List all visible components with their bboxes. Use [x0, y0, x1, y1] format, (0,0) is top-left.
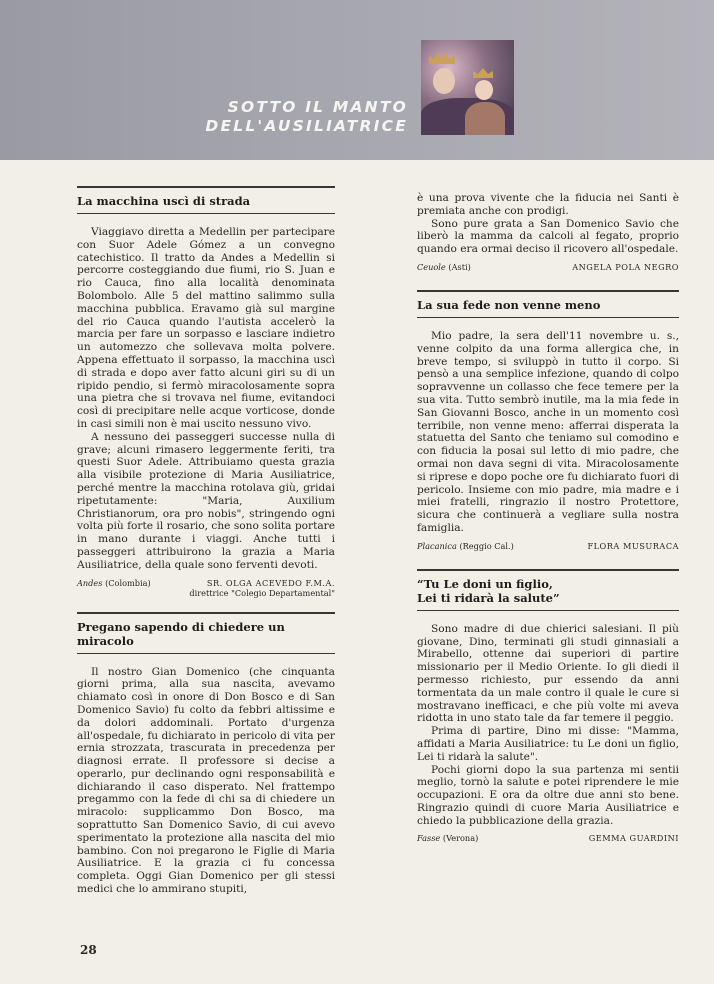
article-body [417, 623, 679, 828]
signature-place: Andes [77, 577, 103, 588]
article-signature [417, 833, 679, 843]
article-paragraph: Sono pure grata a San Domenico Savio che liberò la mamma da calcoli al fegato, proprio quando era ormai deciso il ricovero all'ospedale. [417, 217, 679, 256]
right-column [417, 192, 679, 843]
article-paragraph: A nessuno dei passeggeri successe nulla di grave; alcuni rimasero leggermente feriti, tra questi Suor Adele. Attribuiamo questa grazia alla visibile protezione di Maria Ausiliatrice, perché mentre la macchina rotolava giù, gridai ripetutamente: "Maria, Auxilium Christianorum, ora pro nobis", stringendo ogni volta più forte il rosario, che sono solita portare in mano durante i viaggi. Anche tutti i passeggeri attribuirono la grazia a Maria Ausiliatrice, della quale sono ferventi devoti. [77, 430, 335, 571]
signature-name: FLORA MUSURACA [587, 540, 679, 551]
signature-place-detail: (Verona) [442, 833, 479, 844]
signature-name: SR. OLGA ACEVEDO F.M.A. [206, 577, 335, 588]
article-paragraph: Sono madre di due chierici salesiani. Il più giovane, Dino, terminati gli studi ginnasiali a Mirabello, ottenne dai superiori di partire missionario per il Medio Oriente. Io gli diedi il permesso richiesto, pur essendo da anni tormentata da un male contro il quale le cure si mostravano inefficaci, e che più volte mi aveva ridotta in uno stato tale da far temere il peggio. [417, 622, 679, 725]
article-paragraph: Pochi giorni dopo la sua partenza mi sentii meglio, tornò la salute e potei riprendere le mie occupazioni. E ora da oltre due anni sto bene. Ringrazio quindi di cuore Maria Ausiliatrice e chiedo la pubblicazione della grazia. [417, 763, 679, 827]
article-title [417, 571, 679, 610]
article-title: La macchina uscì di strada [77, 194, 251, 208]
signature-place: Fasse [417, 833, 441, 844]
article-signature [417, 541, 679, 551]
article-paragraph: Prima di partire, Dino mi disse: "Mamma, affidati a Maria Ausiliatrice: tu Le doni un figlio, Lei ti ridarà la salute". [417, 725, 679, 763]
divider [77, 653, 335, 654]
page-number: 28 [80, 943, 97, 957]
article-title-line1: “Tu Le doni un figlio, [417, 576, 553, 591]
signature-place-detail: (Reggio Cal.) [459, 540, 514, 551]
signature-place: Placanica [417, 540, 457, 551]
divider [417, 317, 679, 318]
divider [417, 610, 679, 611]
section-title [205, 98, 408, 136]
header-banner [0, 0, 714, 160]
article-title: La sua fede non venne meno [417, 297, 601, 312]
article-signature [417, 262, 679, 272]
signature-place-detail: (Colombia) [105, 577, 151, 588]
signature-name: GEMMA GUARDINI [588, 833, 679, 844]
divider [77, 213, 335, 214]
article-body [417, 330, 679, 535]
section-title-line1: SOTTO IL MANTO [227, 98, 408, 116]
madonna-and-child-image [421, 40, 514, 135]
article-paragraph: Mio padre, la sera dell'11 novembre u. s., venne colpito da una forma allergica che, in breve tempo, si sviluppò in tutto il corpo. Si pensò a una semplice infezione, quando di colpo sopravvenne un collasso che fece temere per la sua vita. Tutto sembrò inutile, ma la mia fede in San Giovanni Bosco, anche in un momento così terribile, non venne meno: afferrai disperata la statuetta del Santo che teniamo sul comodino e con fiducia la posai sul letto di mio padre, che ormai non dava segni di vita. Miracolosamente si riprese e dopo poche ore fu dichiarato fuori di pericolo. Insieme con mio padre, mia madre e i miei fratelli, ringrazio il nostro Protettore, sicura che continuerà a vegliare sulla nostra famiglia. [417, 329, 679, 534]
section-title-line2: DELL'AUSILIATRICE [205, 117, 408, 135]
signature-place-detail: (Asti) [448, 261, 471, 272]
article-paragraph: Il nostro Gian Domenico (che cinquanta giorni prima, alla sua nascita, avevamo chiamato così in onore di Don Bosco e di San Domenico Savio) fu colto da febbri altissime e da dolori addominali. Portato d'urgenza all'ospedale, fu dichiarato in pericolo di vita per ernia strozzata, trascurata in precedenza per diagnosi errate. Il professore si decise a operarlo, pur declinando ogni responsabilità e dichiarando il caso disperato. Nel frattempo pregammo con la fede di chi sa di chiedere un miracolo: supplicammo Don Bosco, ma soprattutto San Domenico Savio, di cui avevo sperimentato la protezione alla nascita del mio bambino. Con noi pregarono le Figlie di Maria Ausiliatrice. E la grazia ci fu concessa completa. Oggi Gian Domenico per gli stessi medici che lo ammirano stupiti, [77, 665, 335, 896]
left-column [77, 186, 335, 896]
article-paragraph: è una prova vivente che la fiducia nei Santi è premiata anche con prodigi. [417, 192, 679, 217]
signature-role: direttrice "Colegio Departamental" [189, 587, 335, 598]
article-body-continued [417, 192, 679, 256]
article-paragraph: Viaggiavo diretta a Medellin per partecipare con Suor Adele Gómez a un convegno catechistico. Il tratto da Andes a Medellin si percorre costeggiando due fiumi, rio S. Juan e rio Cauca, fino alla località denominata Bolombolo. Alle 5 del mattino salimmo sulla macchina pubblica. Eravamo già sul margine del rio Cauca quando l'autista accelerò la marcia per fare un sorpasso e lasciare indietro un automezzo che sollevava molta polvere. Appena effettuato il sorpasso, la macchina uscì di strada e dopo aver fatto alcuni giri su di un ripido pendio, si fermò miracolosamente sopra una pietra che si trovava nel fiume, evitandoci così di precipitare nelle acque vorticose, donde in casi simili non è mai uscito nessuno vivo. [77, 226, 335, 430]
signature-place: Ceuole [417, 261, 446, 272]
article-body [77, 666, 335, 896]
article-body [77, 226, 335, 572]
article-title-line2: Lei ti ridarà la salute” [417, 590, 560, 605]
article-signature [77, 578, 335, 598]
signature-name: ANGELA POLA NEGRO [572, 261, 679, 272]
article-title: Pregano sapendo di chiedere un miracolo [77, 619, 285, 648]
